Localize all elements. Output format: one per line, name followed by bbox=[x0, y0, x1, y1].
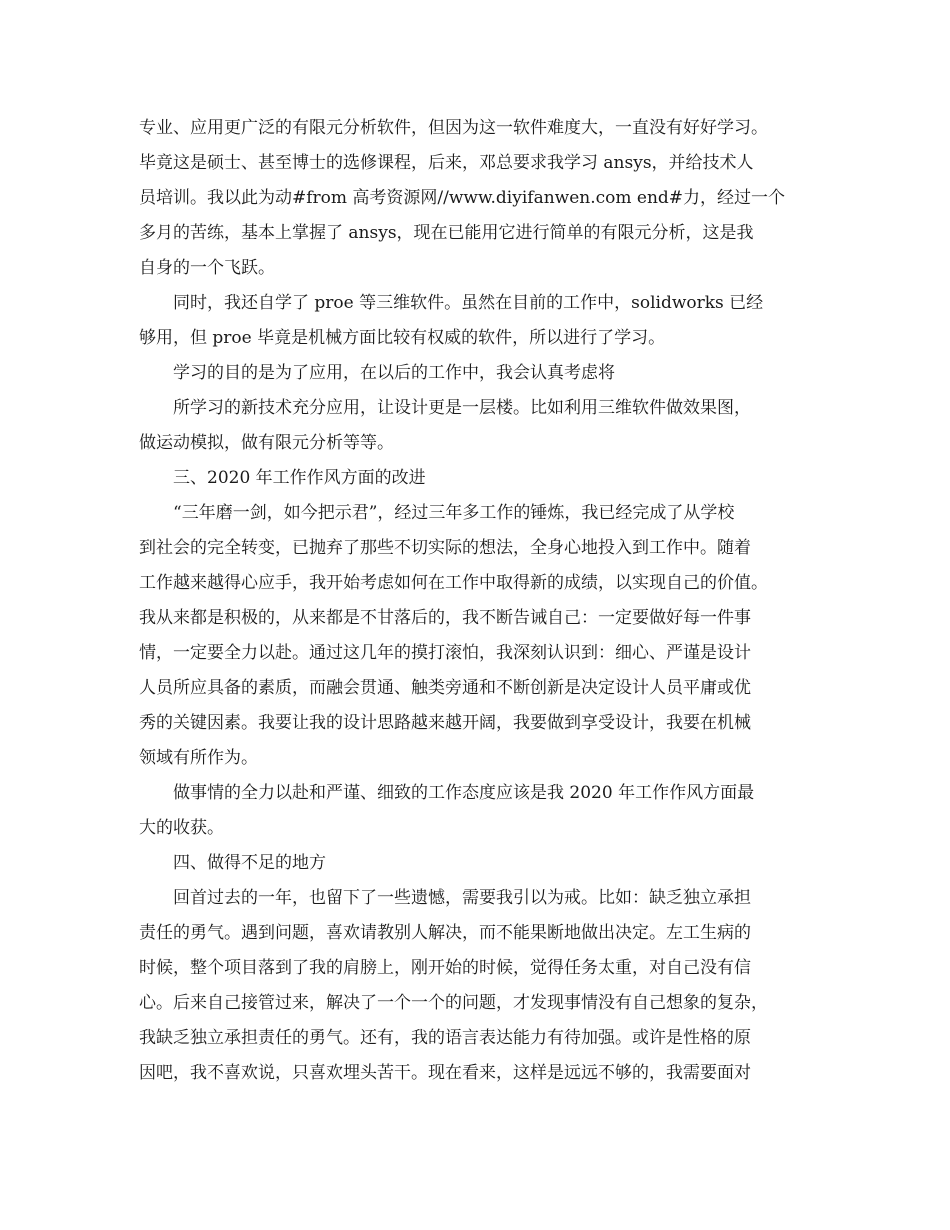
text-line: 因吧，我不喜欢说，只喜欢埋头苦干。现在看来，这样是远远不够的，我需要面对 bbox=[139, 1063, 751, 1083]
text-line: 时候，整个项目落到了我的肩膀上，刚开始的时候，觉得任务太重，对自己没有信 bbox=[139, 958, 751, 978]
text-line: 专业、应用更广泛的有限元分析软件，但因为这一软件难度大，一直没有好好学习。 bbox=[139, 118, 768, 138]
text-line: 员培训。我以此为动#from 高考资源网//www.diyifanwen.com end#力，经过一个 bbox=[139, 188, 786, 208]
text-line: 自身的一个飞跃。 bbox=[139, 258, 275, 278]
text-line: “三年磨一剑，如今把示君”，经过三年多工作的锤炼，我已经完成了从学校 bbox=[173, 503, 735, 523]
text-line: 做运动模拟，做有限元分析等等。 bbox=[139, 433, 394, 453]
text-line: 做事情的全力以赴和严谨、细致的工作态度应该是我 2020 年工作作风方面最 bbox=[173, 783, 755, 803]
text-line: 回首过去的一年，也留下了一些遗憾，需要我引以为戒。比如：缺乏独立承担 bbox=[173, 888, 751, 908]
text-line: 我从来都是积极的，从来都是不甘落后的，我不断告诫自己：一定要做好每一件事 bbox=[139, 608, 751, 628]
text-line: 所学习的新技术充分应用，让设计更是一层楼。比如利用三维软件做效果图， bbox=[173, 398, 751, 418]
text-line: 情，一定要全力以赴。通过这几年的摸打滚怕，我深刻认识到：细心、严谨是设计 bbox=[139, 643, 751, 663]
text-line: 责任的勇气。遇到问题，喜欢请教别人解决，而不能果断地做出决定。左工生病的 bbox=[139, 923, 751, 943]
text-line: 同时，我还自学了 proe 等三维软件。虽然在目前的工作中，solidworks 已经 bbox=[173, 293, 764, 313]
text-line: 多月的苦练，基本上掌握了 ansys，现在已能用它进行简单的有限元分析，这是我 bbox=[139, 223, 754, 243]
text-line: 够用，但 proe 毕竟是机械方面比较有权威的软件，所以进行了学习。 bbox=[139, 328, 666, 348]
text-line: 心。后来自己接管过来，解决了一个一个的问题，才发现事情没有自己想象的复杂， bbox=[139, 993, 768, 1013]
text-line: 领域有所作为。 bbox=[139, 748, 258, 768]
text-line: 秀的关键因素。我要让我的设计思路越来越开阔，我要做到享受设计，我要在机械 bbox=[139, 713, 751, 733]
text-line: 我缺乏独立承担责任的勇气。还有，我的语言表达能力有待加强。或许是性格的原 bbox=[139, 1028, 751, 1048]
text-line: 毕竟这是硕士、甚至博士的选修课程，后来，邓总要求我学习 ansys，并给技术人 bbox=[139, 153, 754, 173]
text-line: 工作越来越得心应手，我开始考虑如何在工作中取得新的成绩，以实现自己的价值。 bbox=[139, 573, 768, 593]
text-line: 学习的目的是为了应用，在以后的工作中，我会认真考虑将 bbox=[173, 363, 615, 383]
text-line: 大的收获。 bbox=[139, 818, 224, 838]
text-line: 到社会的完全转变，已抛弃了那些不切实际的想法，全身心地投入到工作中。随着 bbox=[139, 538, 751, 558]
text-line: 人员所应具备的素质，而融会贯通、触类旁通和不断创新是决定设计人员平庸或优 bbox=[139, 678, 751, 698]
section-heading: 三、2020 年工作作风方面的改进 bbox=[173, 468, 426, 488]
section-heading: 四、做得不足的地方 bbox=[173, 853, 326, 873]
